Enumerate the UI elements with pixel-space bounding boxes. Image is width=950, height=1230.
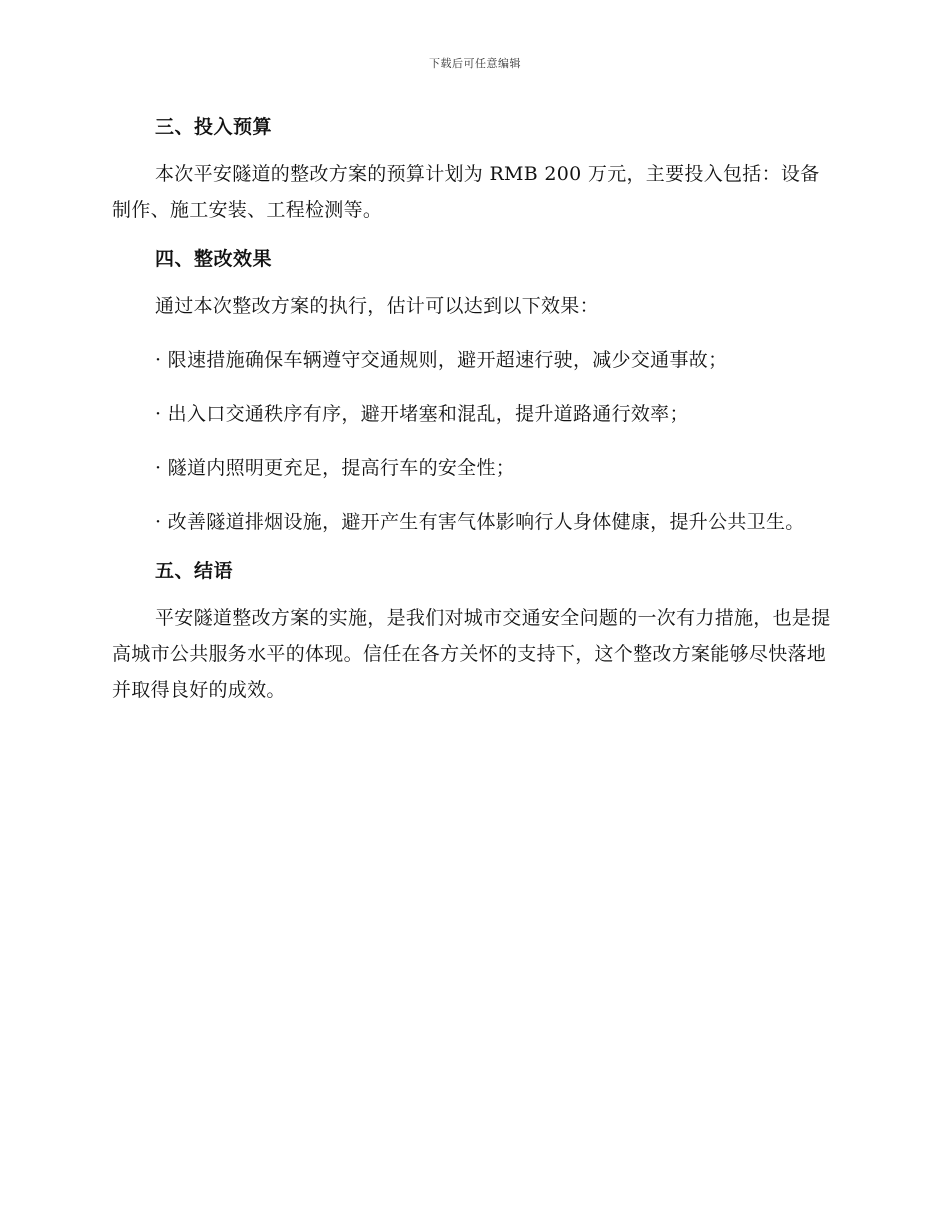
list-item: · 改善隧道排烟设施，避开产生有害气体影响行人身体健康，提升公共卫生。: [155, 511, 805, 533]
paragraph: 本次平安隧道的整改方案的预算计划为 RMB 200 万元，主要投入包括：设备制作、施工安装、工程检测等。: [112, 163, 820, 221]
list-item: · 限速措施确保车辆遵守交通规则，避开超速行驶，减少交通事故；: [155, 349, 728, 371]
section-effects: [112, 244, 832, 540]
section-budget: [112, 112, 832, 228]
header-note: 下载后可任意编辑: [429, 57, 521, 70]
list-item: · 出入口交通秩序有序，避开堵塞和混乱，提升道路通行效率；: [155, 403, 689, 425]
document-body: [112, 112, 832, 708]
section-heading: 五、结语: [155, 560, 234, 582]
section-conclusion: [112, 556, 832, 708]
paragraph: 平安隧道整改方案的实施，是我们对城市交通安全问题的一次有力措施，也是提高城市公共服务水平的体现。信任在各方关怀的支持下，这个整改方案能够尽快落地并取得良好的成效。: [112, 607, 831, 701]
section-heading: 四、整改效果: [155, 248, 273, 270]
paragraph: 通过本次整改方案的执行，估计可以达到以下效果：: [155, 295, 599, 317]
section-heading: 三、投入预算: [155, 116, 273, 138]
list-item: · 隧道内照明更充足，提高行车的安全性；: [155, 457, 516, 479]
